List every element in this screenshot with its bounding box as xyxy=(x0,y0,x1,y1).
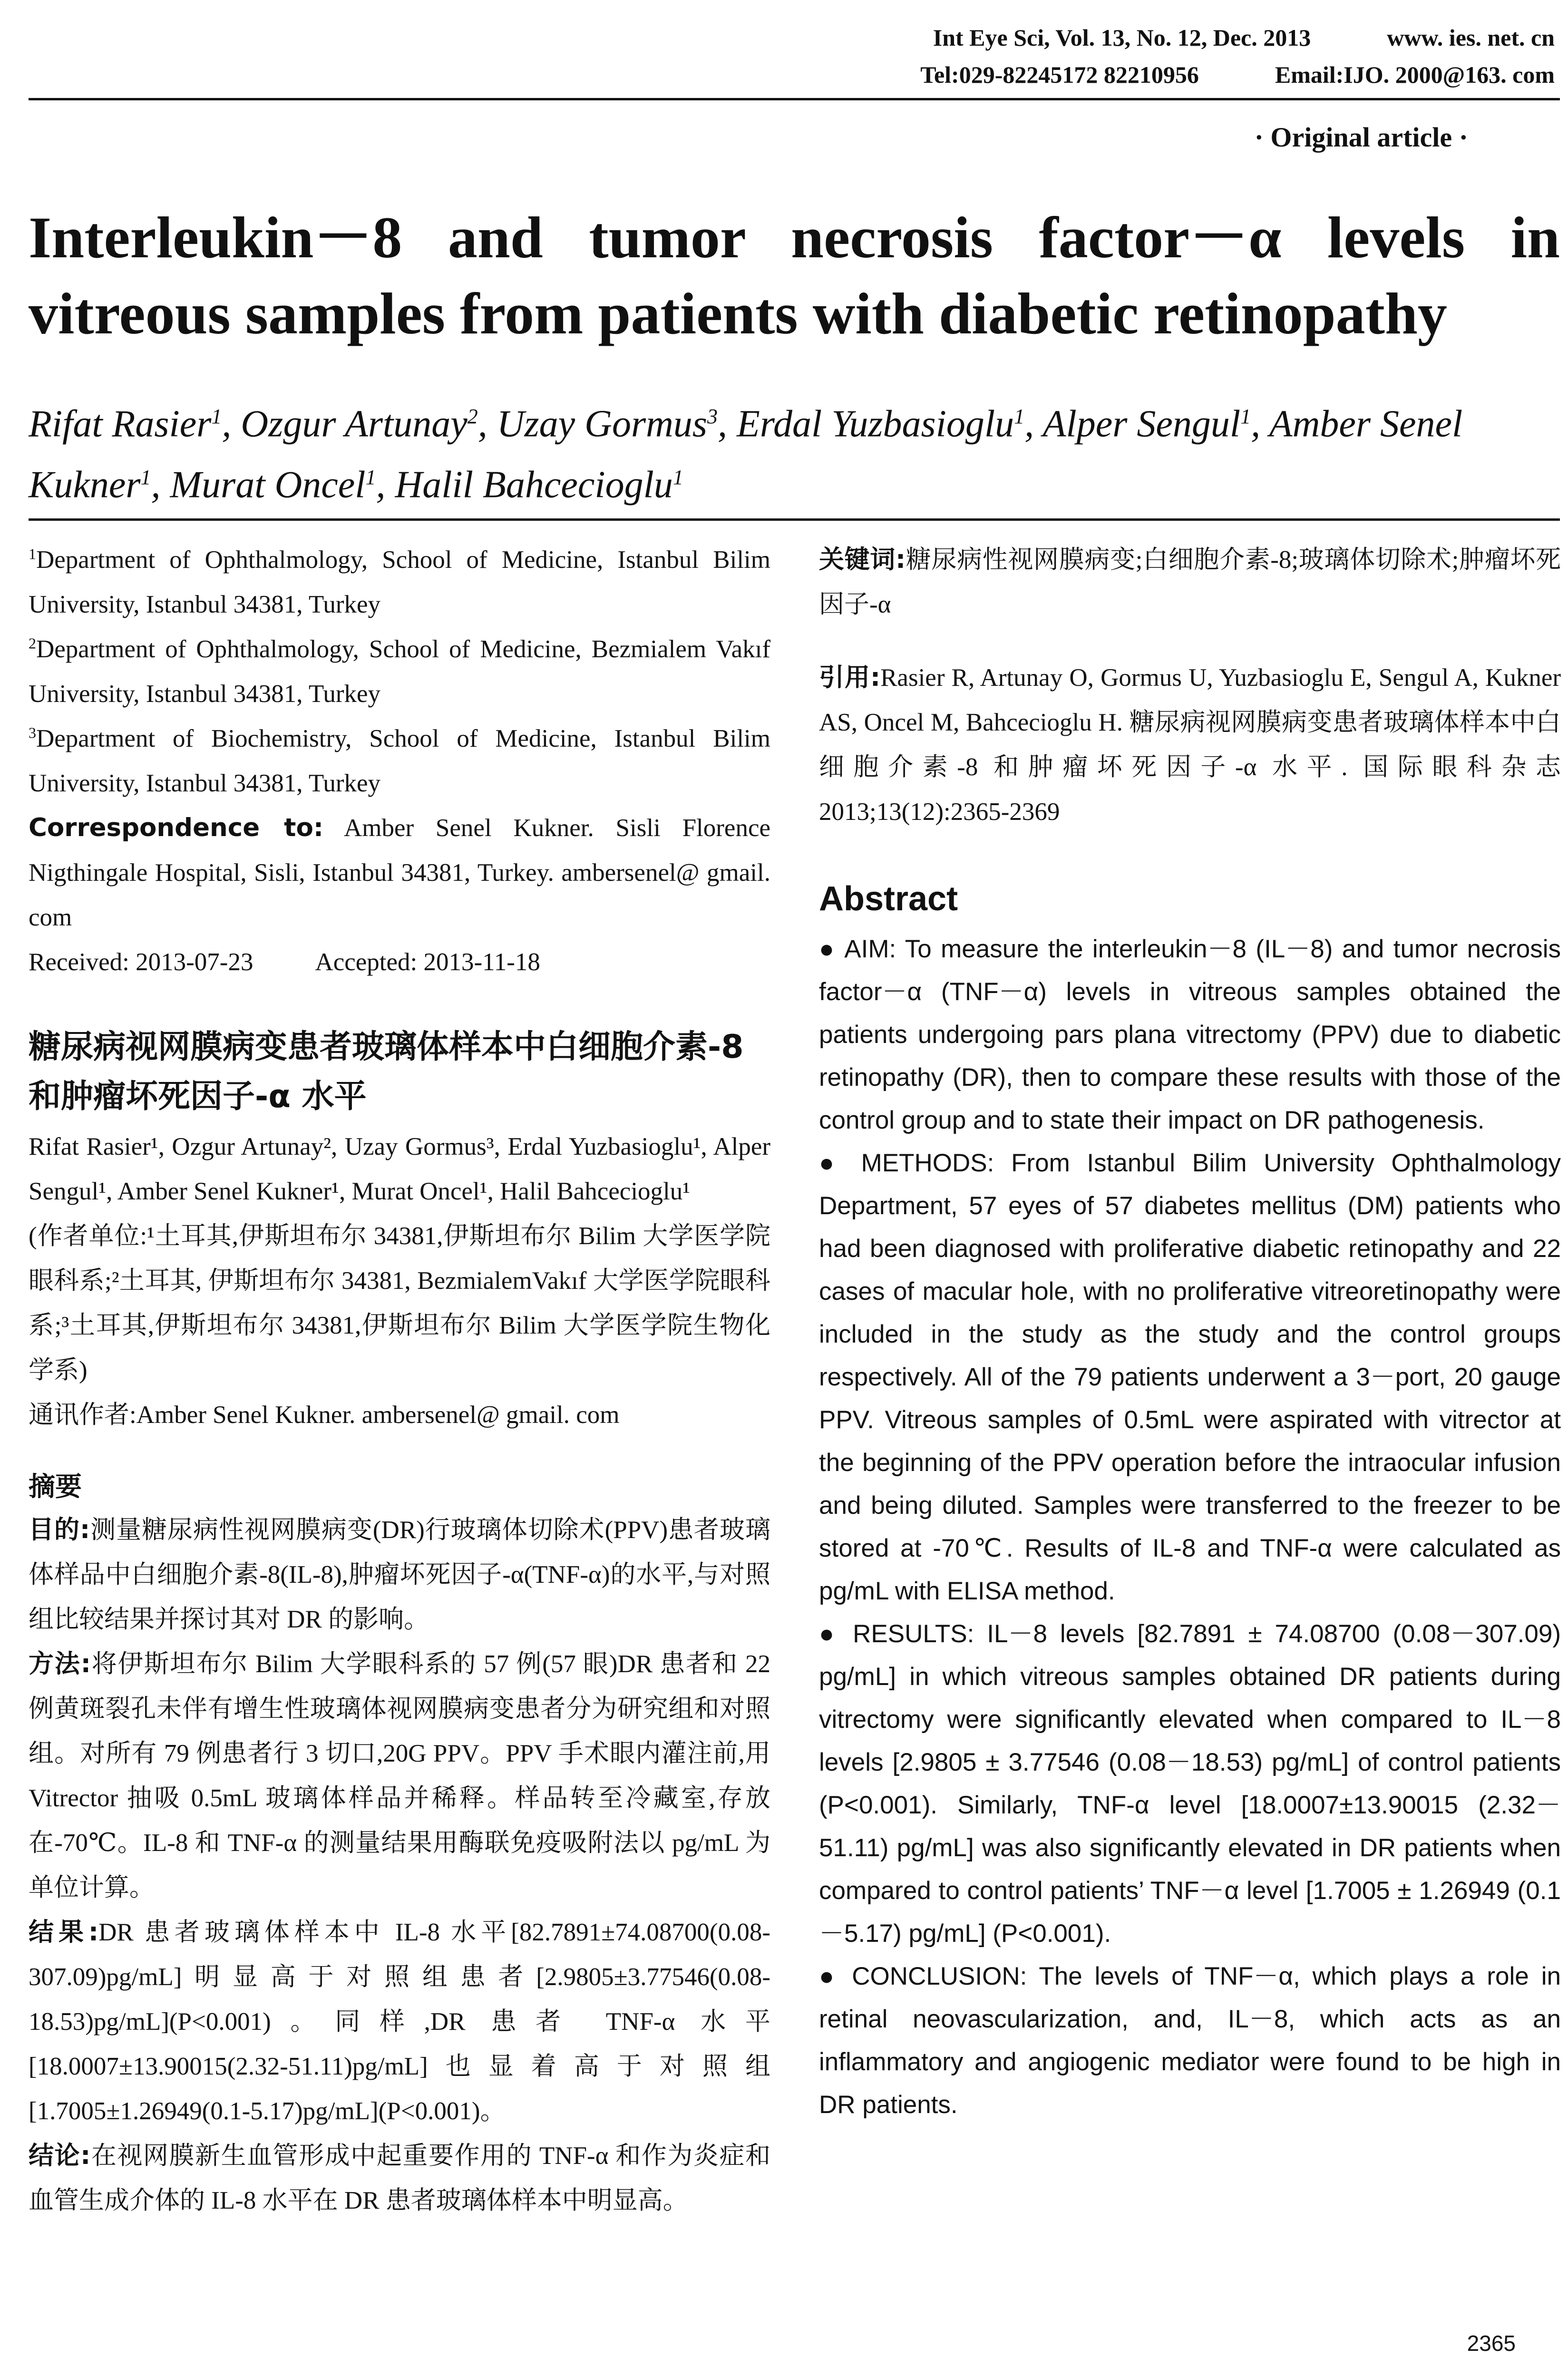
author-affiliation-mark: 2 xyxy=(467,405,478,428)
chinese-authors: Rifat Rasier¹, Ozgur Artunay², Uzay Gormus³, Erdal Yuzbasioglu¹, Alper Sengul¹, Amber Senel Kukner¹, Murat Oncel¹, Halil Bahcecioglu¹ xyxy=(29,1133,770,1205)
section-tag: · Original article · xyxy=(1254,122,1468,153)
chinese-methods: 方法:将伊斯坦布尔 Bilim 大学眼科系的 57 例(57 眼)DR 患者和 22 例黄斑裂孔未伴有增生性玻璃体视网膜病变患者分为研究组和对照组。对所有 79 例患者行 3 切口,20G PPV。PPV 手术眼内灌注前,用 Vitrector 抽吸 0.5mL 玻璃体样品并稀释。样品转至冷藏室,存放在-70℃。IL-8 和 TNF-α 的测量结果用酶联免疫吸附法以 pg/mL 为单位计算。 xyxy=(29,1649,770,1901)
accepted-date: Accepted: 2013-11-18 xyxy=(315,948,540,976)
author: Ozgur Artunay xyxy=(241,403,467,445)
chinese-correspondence: 通讯作者:Amber Senel Kukner. ambersenel@ gmail. com xyxy=(29,1401,620,1429)
chinese-title: 糖尿病视网膜病变患者玻璃体样本中白细胞介素-8 和肿瘤坏死因子-α 水平 xyxy=(29,1028,744,1115)
affiliation: $^3$Department of Biochemistry, School of Medicine, Istanbul Bilim University, Istanbul 34381, Turkey xyxy=(29,724,770,797)
author: Rifat Rasier xyxy=(29,403,212,445)
chinese-keywords: 关键词:糖尿病性视网膜病变;白细胞介素-8;玻璃体切除术;肿瘤坏死因子-α xyxy=(819,545,1561,618)
chinese-affiliation: (作者单位:¹土耳其,伊斯坦布尔 34381,伊斯坦布尔 Bilim 大学医学院眼科系;²土耳其, 伊斯坦布尔 34381, BezmialemVakıf 大学医学院眼科系;³土耳其,伊斯坦布尔 34381,伊斯坦布尔 Bilim 大学医学院生物化学系) xyxy=(29,1222,770,1384)
author: Murat Oncel xyxy=(170,464,366,506)
article-title: Interleukin－8 and tumor necrosis factor－α levels in vitreous samples from patients with diabetic retinopathy xyxy=(29,205,1560,346)
affiliation: $^1$Department of Ophthalmology, School of Medicine, Istanbul Bilim University, Istanbul 34381, Turkey xyxy=(29,545,770,618)
author: Erdal Yuzbasioglu xyxy=(736,403,1014,445)
chinese-conclusion: 结论:在视网膜新生血管形成中起重要作用的 TNF-α 和作为炎症和血管生成介体的 IL-8 水平在 DR 患者玻璃体样本中明显高。 xyxy=(29,2141,770,2214)
chinese-aim: 目的:测量糖尿病性视网膜病变(DR)行玻璃体切除术(PPV)患者玻璃体样品中白细胞介素-8(IL-8),肿瘤坏死因子-α(TNF-α)的水平,与对照组比较结果并探讨其对 DR 的影响。 xyxy=(29,1515,770,1633)
chinese-abstract-heading: 摘要 xyxy=(29,1471,82,1502)
abstract-heading: Abstract xyxy=(819,880,958,918)
author: Uzay Gormus xyxy=(497,403,707,445)
abstract-conclusion: ● CONCLUSION: The levels of TNF－α, which plays a role in retinal neovascularization, and, IL－8, which acts as an inflammatory and angiogenic mediator were found to be high in DR patients. xyxy=(819,1962,1561,2119)
correspondence-label: Correspondence to: xyxy=(29,813,324,842)
chinese-citation: 引用:Rasier R, Artunay O, Gormus U, Yuzbasioglu E, Sengul A, Kukner AS, Oncel M, Bahcecioglu H. 糖尿病视网膜病变患者玻璃体样本中白细胞介素-8 和肿瘤坏死因子-α 水平. 国际眼科杂志 2013;13(12):2365-2369 xyxy=(819,663,1561,826)
affiliation: $^2$Department of Ophthalmology, School of Medicine, Bezmialem Vakıf University, Istanbul 34381, Turkey xyxy=(29,634,770,708)
author-rule xyxy=(29,518,1560,521)
journal-citation: Int Eye Sci, Vol. 13, No. 12, Dec. 2013 xyxy=(933,24,1311,51)
header-line-1 xyxy=(920,19,1555,56)
author-affiliation-mark: 1 xyxy=(1014,405,1025,428)
abstract-methods: ● METHODS: From Istanbul Bilim University Ophthalmology Department, 57 eyes of 57 diabetes mellitus (DM) patients who had been diagnosed with proliferative diabetic retinopathy and 22 cases of macular hole, with no proliferative vitreoretinopathy were included in the study as the study and the control groups respectively. All of the 79 patients underwent a 3－port, 20 gauge PPV. Vitreous samples of 0.5mL were aspirated with vitrector at the beginning of the PPV operation before the intraocular infusion and being diluted. Samples were transferred to the freezer to be stored at -70℃. Results of IL-8 and TNF-α were calculated as pg/mL with ELISA method. xyxy=(819,1149,1561,1605)
author: Amber Senel Kukner xyxy=(29,403,1463,506)
author-list: Rifat Rasier$^1$, Ozgur Artunay$^2$, Uzay Gormus$^3$, Erdal Yuzbasioglu$^1$, Alper Sengul$^1$, Amber Senel Kukner$^1$, Murat Oncel$^1$, Halil Bahcecioglu$^1$ xyxy=(29,403,1463,506)
page-number: 2365 xyxy=(1467,2331,1516,2356)
header-line-2 xyxy=(920,56,1555,93)
abstract-results: ● RESULTS: IL－8 levels [82.7891 ± 74.08700 (0.08－307.09) pg/mL] in which vitreous samples obtained DR patients during vitrectomy were significantly elevated when compared to IL－8 levels [2.9805 ± 3.77546 (0.08－18.53) pg/mL] of control patients (P<0.001). Similarly, TNF-α level [18.0007±13.90015 (2.32－51.11) pg/mL] was also significantly elevated in DR patients when compared to control patients’ TNF－α level [1.7005 ± 1.26949 (0.1－5.17) pg/mL] (P<0.001). xyxy=(819,1620,1561,1948)
journal-header xyxy=(920,19,1555,93)
correspondence: Correspondence to: Amber Senel Kukner. Sisli Florence Nigthingale Hospital, Sisli, Istanbul 34381, Turkey. ambersenel@ gmail. com xyxy=(29,813,771,931)
journal-telephone: Tel:029-82245172 82210956 xyxy=(920,61,1199,88)
right-column xyxy=(819,537,1561,2126)
author: Halil Bahcecioglu xyxy=(395,464,673,506)
article-dates xyxy=(29,940,770,984)
author-affiliation-mark: 1 xyxy=(140,465,151,489)
author-affiliation-mark: 3 xyxy=(707,405,718,428)
author-affiliation-mark: 1 xyxy=(1240,405,1251,428)
left-column xyxy=(29,537,770,2223)
header-rule xyxy=(29,98,1560,100)
author-affiliation-mark: 1 xyxy=(365,465,376,489)
author: Alper Sengul xyxy=(1042,403,1241,445)
abstract-aim: ● AIM: To measure the interleukin－8 (IL－8) and tumor necrosis factor－α (TNF－α) levels in vitreous samples obtained the patients undergoing pars plana vitrectomy (PPV) due to diabetic retinopathy (DR), then to compare these results with those of the control group and to state their impact on DR pathogenesis. xyxy=(819,935,1561,1134)
journal-website: www. ies. net. cn xyxy=(1387,24,1555,51)
author-affiliation-mark: 1 xyxy=(211,405,222,428)
chinese-results: 结果:DR 患者玻璃体样本中 IL-8 水平[82.7891±74.08700(0.08-307.09)pg/mL]明显高于对照组患者[2.9805±3.77546(0.08-18.53)pg/mL](P<0.001)。同样,DR 患者 TNF-α 水平[18.0007±13.90015(2.32-51.11)pg/mL]也显着高于对照组[1.7005±1.26949(0.1-5.17)pg/mL](P<0.001)。 xyxy=(29,1918,770,2125)
author-affiliation-mark: 1 xyxy=(672,465,683,489)
journal-email: Email:IJO. 2000@163. com xyxy=(1275,61,1555,88)
received-date: Received: 2013-07-23 xyxy=(29,948,253,976)
